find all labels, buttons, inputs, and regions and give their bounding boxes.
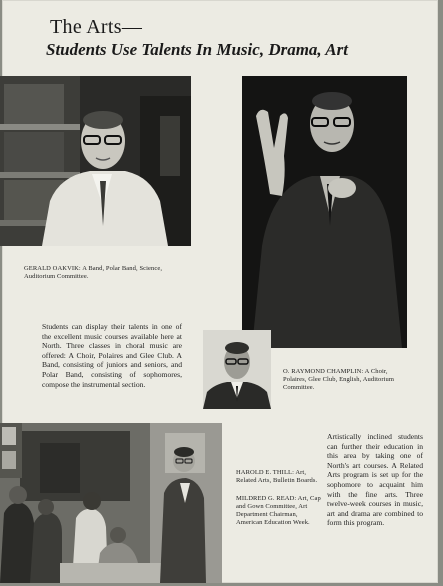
caption-champlin (283, 368, 398, 392)
page-title: The Arts— (50, 16, 143, 38)
caption-oakvik-name: GERALD OAKVIK: (24, 265, 81, 272)
photo-champlin-conducting (242, 76, 407, 348)
caption-oakvik-roles: A Band, Polar Band, Science, Auditorium Committee. (24, 265, 163, 280)
paragraph-music: Students can display their talents in one of the excellent music courses available here at North. Three classes in choral music are offered: A Choir, Polaires and Glee Club. A Band, consisting of juniors and seniors, and Polar Band, consisting of sophomores, compose the instrumental section. (42, 322, 182, 389)
caption-oakvik (24, 265, 174, 281)
caption-read-roles: Art, Cap and Gown Committee, Art Department Chairman, American Education Week. (236, 495, 321, 526)
caption-thill-name: HAROLD E. THILL: (236, 469, 294, 476)
caption-thill-roles: Art, Related Arts, Bulletin Boards. (236, 469, 318, 484)
photo-oakvik (0, 76, 191, 246)
caption-read (236, 495, 321, 527)
caption-champlin-roles: A Choir, Polaires, Glee Club, English, Auditorium Committee. (283, 368, 395, 391)
caption-thill (236, 469, 321, 485)
page-subtitle: Students Use Talents In Music, Drama, Art (46, 40, 348, 59)
photo-champlin-portrait (203, 330, 271, 409)
photo-art-class (0, 423, 222, 583)
caption-read-name: MILDRED G. READ: (236, 495, 297, 502)
paragraph-art: Artistically inclined students can further their education in this area by taking one of North's art courses. A Related Arts program is set up for the sophomore to acquaint him with the fine arts. Three twelve-week courses in music, art and drama are combined to form this program. (327, 432, 423, 528)
yearbook-page (2, 0, 438, 583)
caption-champlin-name: O. RAYMOND CHAMPLIN: (283, 368, 364, 375)
